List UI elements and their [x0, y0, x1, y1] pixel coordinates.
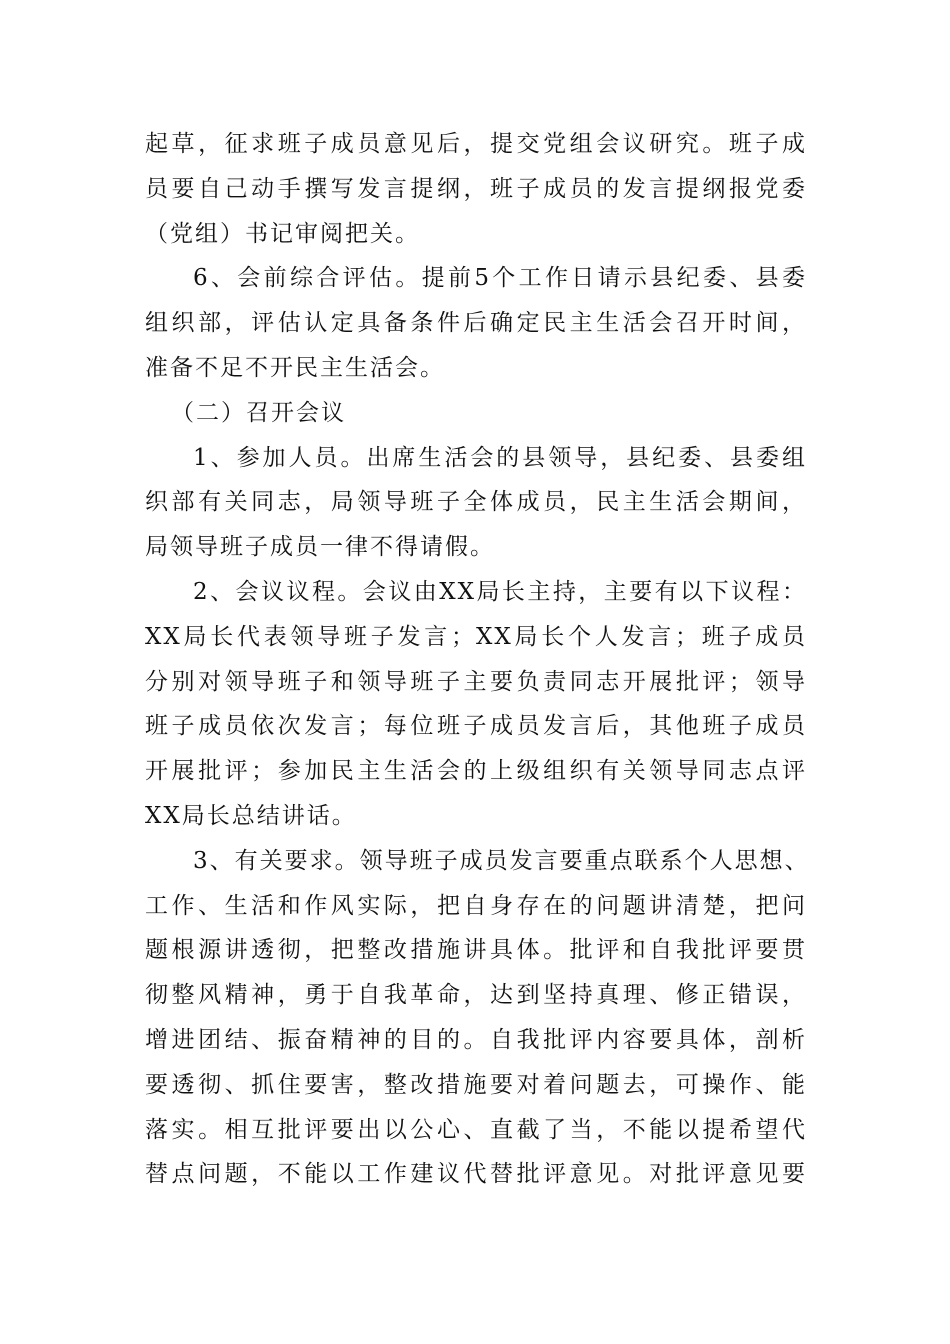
text-line: 1、参加人员。出席生活会的县领导，县纪委、县委组: [193, 444, 807, 471]
text-line: 班子成员依次发言；每位班子成员发言后，其他班子成员: [145, 713, 807, 740]
text-line: 起草，征求班子成员意见后，提交党组会议研究。班子成: [145, 131, 807, 157]
text-line: 员要自己动手撰写发言提纲，班子成员的发言提纲报党委: [145, 175, 807, 202]
text-line: 落实。相互批评要出以公心、直截了当，不能以提希望代: [145, 1116, 807, 1143]
section-heading: （二）召开会议: [171, 399, 346, 426]
text-line: 准备不足不开民主生活会。: [145, 354, 445, 381]
text-line: 分别对领导班子和领导班子主要负责同志开展批评；领导: [145, 668, 807, 695]
text-line: 开展批评；参加民主生活会的上级组织有关领导同志点评: [145, 758, 807, 785]
document-page-body: [145, 122, 810, 1197]
text-line: 要透彻、抓住要害，整改措施要对着问题去，可操作、能: [145, 1071, 807, 1098]
text-line: 6、会前综合评估。提前5个工作日请示县纪委、县委: [193, 265, 807, 292]
text-line: 2、会议议程。会议由XX局长主持，主要有以下议程：: [193, 578, 807, 605]
text-line: 工作、生活和作风实际，把自身存在的问题讲清楚，把问: [145, 892, 807, 919]
text-line: XX局长总结讲话。: [145, 802, 357, 829]
text-line: 彻整风精神，勇于自我革命，达到坚持真理、修正错误，: [145, 982, 807, 1009]
text-line: 题根源讲透彻，把整改措施讲具体。批评和自我批评要贯: [145, 937, 807, 964]
text-line: 增进团结、振奋精神的目的。自我批评内容要具体，剖析: [145, 1026, 807, 1053]
text-line: 局领导班子成员一律不得请假。: [145, 534, 495, 561]
text-line: 织部有关同志，局领导班子全体成员，民主生活会期间，: [145, 489, 807, 516]
text-line: 3、有关要求。领导班子成员发言要重点联系个人思想、: [193, 847, 810, 874]
text-line: （党组）书记审阅把关。: [145, 220, 420, 247]
text-line: 组织部，评估认定具备条件后确定民主生活会召开时间，: [145, 310, 807, 337]
text-line: 替点问题，不能以工作建议代替批评意见。对批评意见要: [145, 1161, 807, 1188]
text-line: XX局长代表领导班子发言；XX局长个人发言；班子成员: [145, 623, 807, 650]
